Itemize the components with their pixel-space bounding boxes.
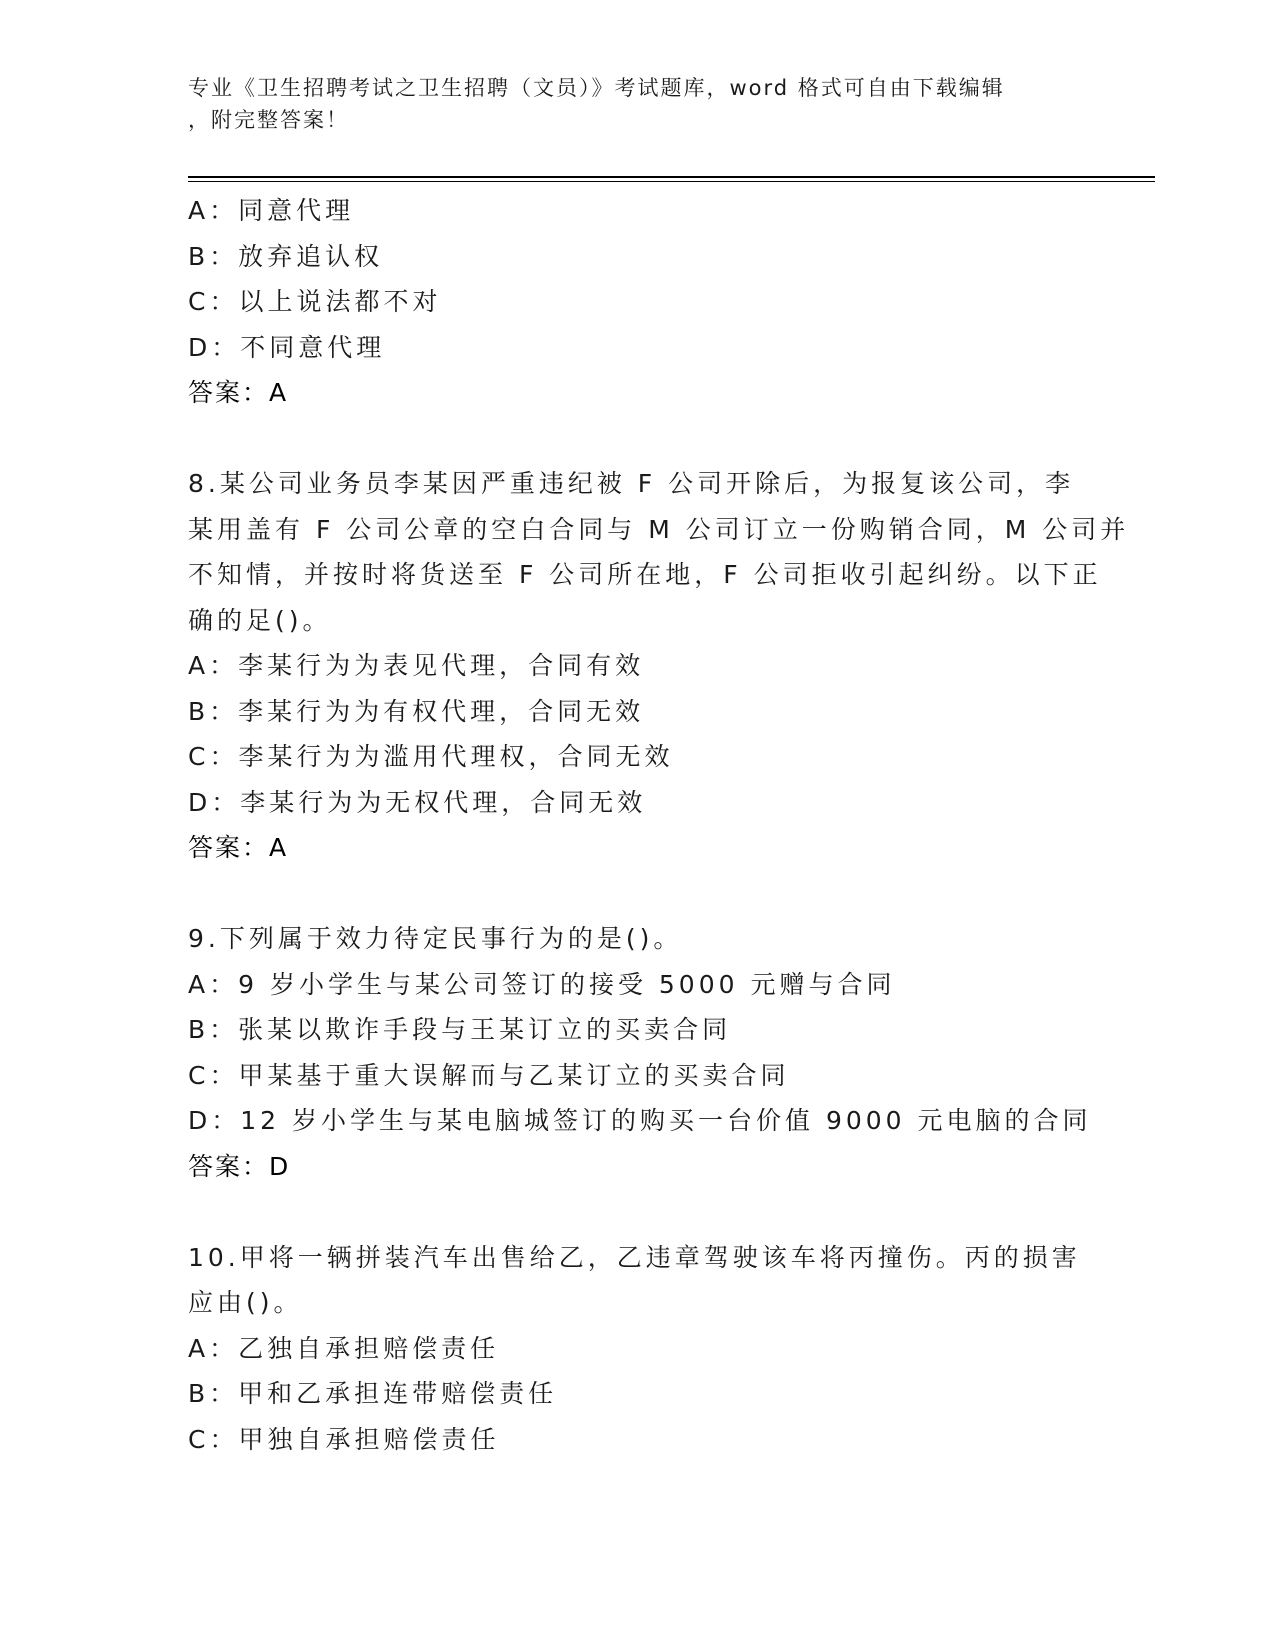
option-b: B：放弃追认权 <box>188 241 384 271</box>
question-stem-line: 不知情，并按时将货送至 F 公司所在地，F 公司拒收引起纠纷。以下正 <box>188 560 1102 589</box>
header-line-2: ，附完整答案！ <box>188 108 349 132</box>
option-d: D：12 岁小学生与某电脑城签订的购买一台价值 9000 元电脑的合同 <box>188 1106 1092 1135</box>
question-stem-line: 应由()。 <box>188 1288 303 1317</box>
header-divider-thick <box>188 176 1155 178</box>
option-b: B：甲和乙承担连带赔偿责任 <box>188 1379 558 1408</box>
option-a: A：同意代理 <box>188 196 355 225</box>
option-c: C：李某行为为滥用代理权，合同无效 <box>188 742 674 771</box>
header-line-1: 专业《卫生招聘考试之卫生招聘（文员）》考试题库，word 格式可自由下载编辑 <box>188 76 1005 100</box>
question-10 <box>188 1235 1088 1463</box>
option-d: D：不同意代理 <box>188 332 386 362</box>
question-7 <box>188 188 1088 416</box>
question-stem-line: 确的足()。 <box>188 605 332 635</box>
answer-line: 答案：D <box>188 1151 291 1181</box>
question-stem-line: 某用盖有 F 公司公章的空白合同与 M 公司订立一份购销合同，M 公司并 <box>188 514 1130 544</box>
option-a: A：9 岁小学生与某公司签订的接受 5000 元赠与合同 <box>188 969 896 999</box>
question-list <box>188 188 1130 1462</box>
question-stem-line: 10.甲将一辆拼装汽车出售给乙，乙违章驾驶该车将丙撞伤。丙的损害 <box>188 1242 1081 1272</box>
option-b: B：李某行为为有权代理，合同无效 <box>188 696 645 726</box>
option-a: A：乙独自承担赔偿责任 <box>188 1333 500 1363</box>
question-8 <box>188 461 1130 871</box>
question-stem-line: 8.某公司业务员李某因严重违纪被 F 公司开除后，为报复该公司，李 <box>188 469 1075 498</box>
option-c: C：甲独自承担赔偿责任 <box>188 1424 500 1454</box>
question-gap <box>188 871 1088 917</box>
question-stem-line: 9.下列属于效力待定民事行为的是()。 <box>188 924 683 953</box>
question-9 <box>188 916 1092 1189</box>
question-gap <box>188 1189 1088 1235</box>
answer-line: 答案：A <box>188 378 289 407</box>
option-c: C：甲某基于重大误解而与乙某订立的买卖合同 <box>188 1060 790 1090</box>
option-a: A：李某行为为表见代理，合同有效 <box>188 651 645 680</box>
option-b: B：张某以欺诈手段与王某订立的买卖合同 <box>188 1015 732 1044</box>
answer-line: 答案：A <box>188 833 289 862</box>
option-d: D：李某行为为无权代理，合同无效 <box>188 787 647 817</box>
document-header <box>188 72 1088 136</box>
question-gap <box>188 416 1088 462</box>
option-c: C：以上说法都不对 <box>188 287 442 316</box>
header-divider-thin <box>188 181 1155 182</box>
